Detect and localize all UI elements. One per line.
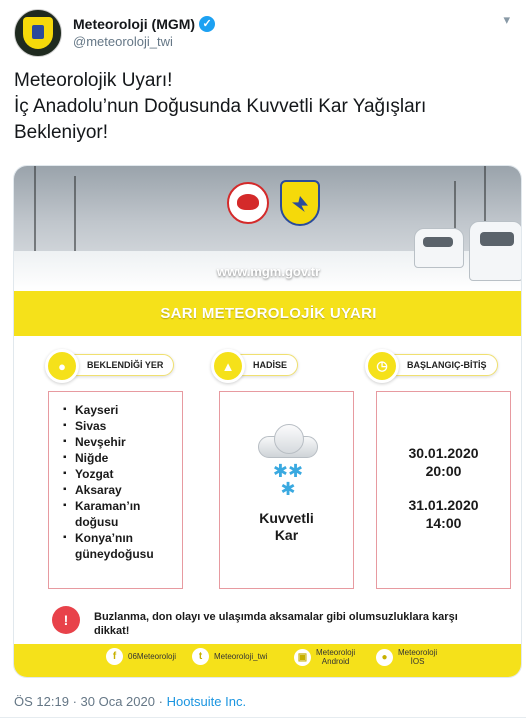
tweet-text-line: İç Anadolu’nun Doğusunda Kuvvetli Kar Yağışları xyxy=(14,96,427,117)
account-handle[interactable]: @meteoroloji_twi xyxy=(73,34,173,49)
footer-android xyxy=(294,648,355,666)
tweet-text-line: Meteorolojik Uyarı! xyxy=(14,70,173,91)
facebook-icon: f xyxy=(106,648,123,665)
tree-trunk xyxy=(74,176,76,256)
warning-triangle-icon: ! xyxy=(52,606,80,634)
social-footer xyxy=(14,644,522,678)
time-header-text: BAŞLANGIÇ-BİTİŞ xyxy=(407,360,487,370)
location-item: ▪ Nevşehir xyxy=(63,434,182,450)
footer-label: Meteoroloji_twi xyxy=(214,652,268,661)
event-line: Kar xyxy=(274,527,299,543)
cloud-icon xyxy=(258,424,318,456)
mgm-badge-icon: ▲ xyxy=(211,349,245,383)
website-url: www.mgm.gov.tr xyxy=(216,264,321,279)
location-list xyxy=(49,392,182,562)
location-header xyxy=(48,354,174,376)
parked-car xyxy=(414,228,464,268)
display-name-text[interactable]: Meteoroloji (MGM) xyxy=(73,16,196,32)
end-datetime xyxy=(377,496,510,532)
start-date: 30.01.2020 xyxy=(408,445,479,461)
car-window xyxy=(423,237,453,247)
location-item: ▪ Niğde xyxy=(63,450,182,466)
apple-icon: ● xyxy=(376,649,393,666)
tweet-text-line: Bekleniyor! xyxy=(14,122,108,143)
start-datetime xyxy=(377,444,510,480)
twitter-icon: t xyxy=(192,648,209,665)
mgm-shield-logo-icon xyxy=(280,180,320,226)
location-item: ▪ Konya’nın güneydoğusu xyxy=(63,530,173,562)
snowy-street-photo xyxy=(14,166,522,291)
chevron-down-icon[interactable]: ▾ xyxy=(503,12,510,27)
footer-facebook xyxy=(106,648,176,665)
tweet-meta xyxy=(14,694,246,709)
location-item: ▪ Kayseri xyxy=(63,402,182,418)
tree-trunk xyxy=(34,166,36,261)
tweet-media-image[interactable] xyxy=(13,165,522,678)
snowflake-icon: ✱✱ ✱ xyxy=(272,461,304,499)
location-item: ▪ Aksaray xyxy=(63,482,182,498)
end-time: 14:00 xyxy=(425,515,462,531)
location-pin-icon: ● xyxy=(45,349,79,383)
time-box xyxy=(376,391,511,589)
tweet-date[interactable]: 30 Oca 2020 xyxy=(80,694,155,709)
time-header xyxy=(368,354,498,376)
tweet-text xyxy=(14,68,514,146)
footer-label: Meteoroloji İOS xyxy=(398,648,438,666)
footer-label: 06Meteoroloji xyxy=(128,652,177,661)
footer-label: Meteoroloji Android xyxy=(316,648,356,666)
tweet-header xyxy=(14,9,215,57)
location-item: ▪ Karaman’ın doğusu xyxy=(63,498,173,530)
clock-icon: ◷ xyxy=(365,349,399,383)
mgm-logo-icon xyxy=(23,17,53,49)
event-line: Kuvvetli xyxy=(259,510,314,526)
meta-separator: · xyxy=(158,694,163,709)
end-date: 31.01.2020 xyxy=(408,497,479,513)
event-box xyxy=(219,391,354,589)
event-header-text: HADİSE xyxy=(253,360,288,370)
warning-banner xyxy=(14,291,522,336)
car-window xyxy=(480,232,514,246)
footer-ios xyxy=(376,648,437,666)
location-header-text: BEKLENDİĞİ YER xyxy=(87,360,164,370)
meta-separator: · xyxy=(72,694,77,709)
location-item: ▪ Sivas xyxy=(63,418,182,434)
cloud-shape xyxy=(274,424,304,454)
ministry-logo-icon xyxy=(227,182,269,224)
tweet-time[interactable]: ÖS 12:19 xyxy=(14,694,69,709)
avatar[interactable] xyxy=(14,9,62,57)
location-item: ▪ Yozgat xyxy=(63,466,182,482)
display-name[interactable] xyxy=(73,15,215,33)
location-box xyxy=(48,391,183,589)
account-names xyxy=(73,15,215,51)
event-header xyxy=(214,354,298,376)
warning-text: Buzlanma, don olayı ve ulaşımda aksamalar gibi olumsuzluklara karşı dikkat! xyxy=(94,611,458,637)
event-label xyxy=(220,510,353,544)
verified-badge-icon: ✓ xyxy=(199,16,215,32)
banner-title: SARI METEOROLOJİK UYARI xyxy=(160,305,377,322)
tweet-source-link[interactable]: Hootsuite Inc. xyxy=(166,694,247,709)
footer-twitter xyxy=(192,648,267,665)
start-time: 20:00 xyxy=(425,463,462,479)
android-icon: ▣ xyxy=(294,649,311,666)
